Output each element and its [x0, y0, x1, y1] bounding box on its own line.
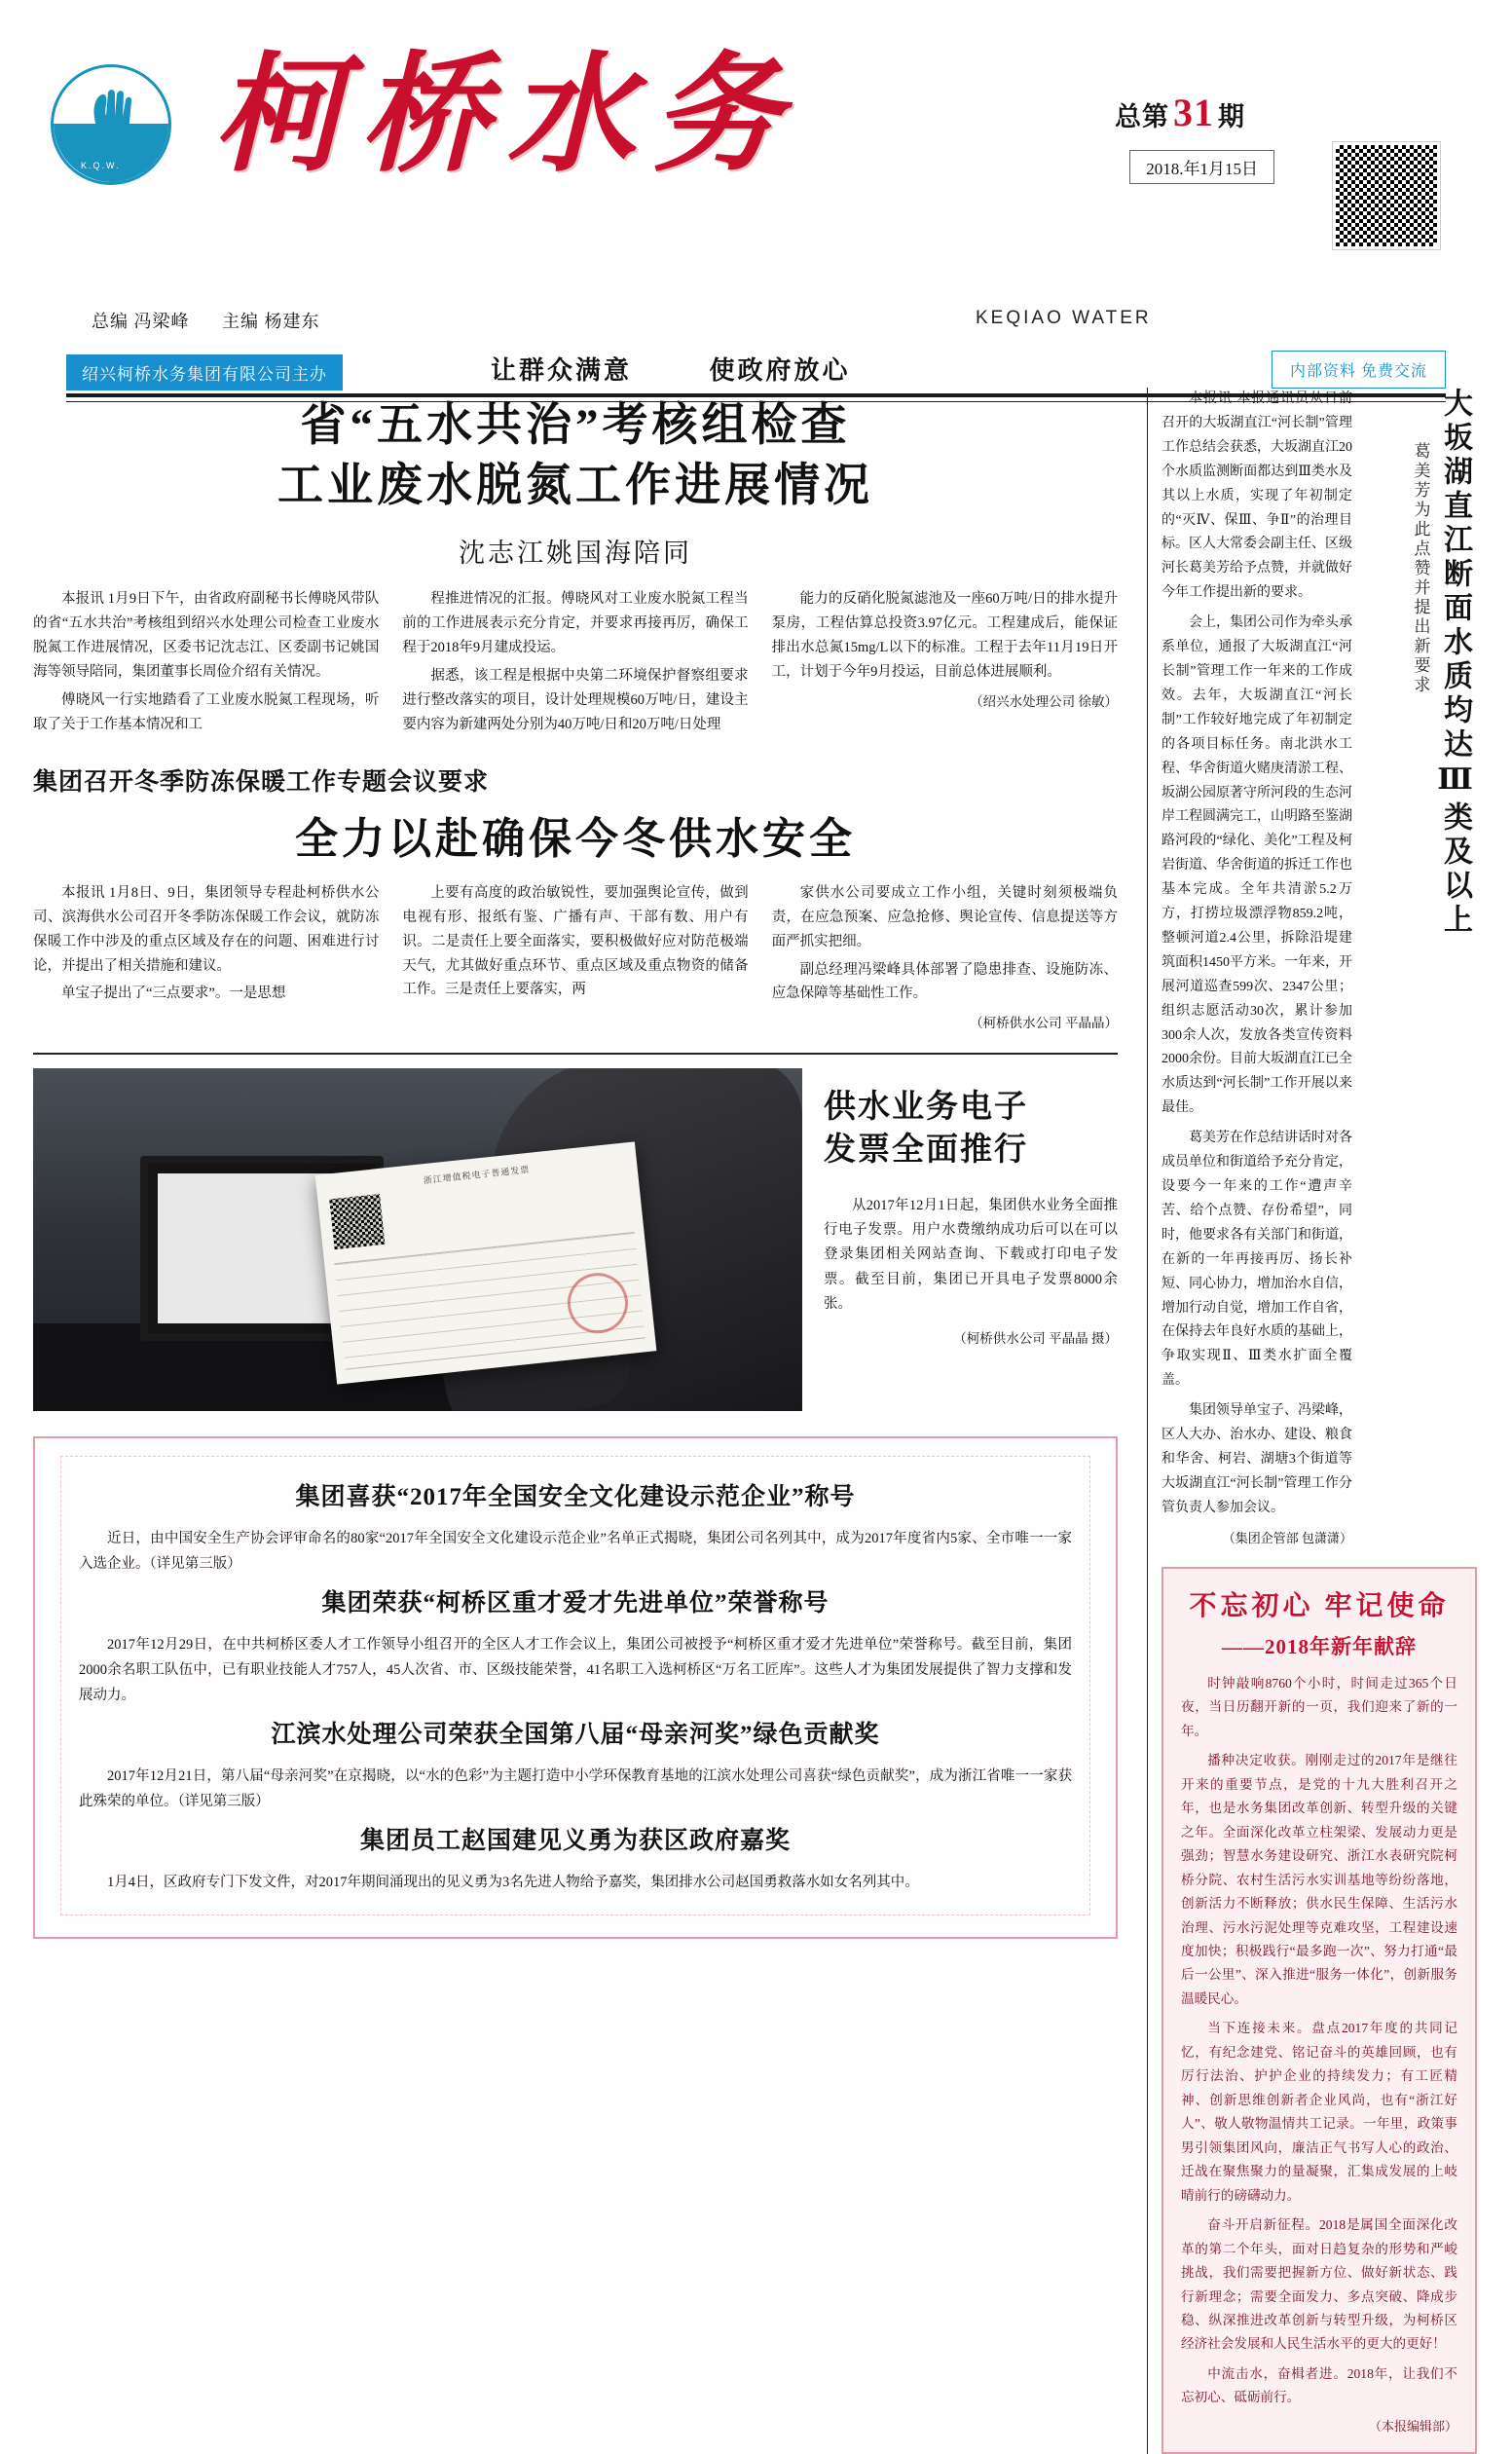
- award-body: 近日，由中国安全生产协会评审命名的80家“2017年全国安全文化建设示范企业”名单正式揭晓，集团公司名列其中，成为2017年度省内5家、全市唯一一家入选企业。（详见第三版）: [79, 1530, 1072, 1572]
- byline: [92, 308, 348, 333]
- masthead: [33, 27, 1479, 385]
- issue-number-block: [1115, 90, 1245, 135]
- second-para: 上要有高度的政治敏锐性，要加强舆论宣传，做到电视有形、报纸有鉴、广播有声、干部有数、用户有识。二是责任上要全面落实，要积极做好应对防范极端天气，尤其做好重点环节、重点区域及重点物资的储备工作。三是责任上要落实，两: [402, 884, 749, 998]
- photo-headline-line1: 供水业务电子: [824, 1089, 1028, 1125]
- column-divider: [1147, 388, 1148, 2454]
- lead-col-3: [772, 587, 1118, 741]
- invoice-title: 浙江增值税电子普通发票: [423, 1164, 531, 1185]
- section-divider: [33, 1053, 1118, 1055]
- lead-col-2: [402, 587, 748, 741]
- new-year-para: 中流击水，奋楫者进。2018年，让我们不忘初心、砥砺前行。: [1181, 2365, 1457, 2405]
- award-title: 集团员工赵国建见义勇为获区政府嘉奖: [359, 1828, 791, 1855]
- right-story-signature: （集团企管部 包潇潇）: [1222, 1530, 1352, 1545]
- new-year-subtitle: ——2018年新年献辞: [1222, 1634, 1417, 1658]
- slogan-left: 让群众满意: [491, 356, 633, 385]
- photo-story-body: 从2017年12月1日起，集团供水业务全面推行电子发票。用户水费缴纳成功后可以在可以登录集团相关网站查询、下载或打印电子发票。截至目前，集团已开具电子发票8000余张。: [824, 1197, 1118, 1313]
- left-column: [33, 388, 1133, 2454]
- photo-story-signature: （柯桥供水公司 平晶晶 摄）: [953, 1330, 1118, 1346]
- right-para: 会上，集团公司作为牵头承系单位，通报了大坂湖直江“河长制”管理工作一年来的工作成效。去年，大坂湖直江“河长制”工作较好地完成了年初制定的各项目标任务。南北洪水工程、华舍街道火赌庚清淤工程、坂湖公园原著守所河段的生态河岸工程圆满完工，山明路至鉴湖路河段的“绿化、美化”工程及柯岩街道、华舍街道的拆迁工作也基本完成。全年共清淤5.2万方，打捞垃圾漂浮物859.2吨，整顿河道2.4公里，拆除沿堤建筑面积1450平方米。一年来，开展河道巡查599次、2347公里；组织志愿活动30次，累计参加300余人次，发放各类宣传资料2000余份。目前大坂湖直江已全水质达到“河长制”工作开展以来最佳。: [1162, 615, 1352, 1116]
- internal-note: 内部资料 免费交流: [1272, 351, 1446, 389]
- photo-story-headline: [824, 1086, 1118, 1172]
- lead-subheadline: 沈志江姚国海陪同: [459, 539, 692, 569]
- second-col-2: [402, 881, 748, 1035]
- new-year-para: 当下连接未来。盘点2017年度的共同记忆，有纪念建党、铭记奋斗的英雄回顾，也有厉行法治、护护企业的持续发力；有工匠精神、创新思维创新者企业风尚，也有“浙江好人”、敬人敬物温情共工记录。一年里，政策事男引领集团风向，廉洁正气书写人心的政治、迁战在聚焦聚力的量凝聚，汇集成发展的上岐晴前行的磅礴动力。: [1181, 2021, 1457, 2203]
- lead-para: 傅晓风一行实地踏看了工业废水脱氮工程现场，听取了关于工作基本情况和工: [33, 691, 380, 732]
- lead-story-signature: （绍兴水处理公司 徐敏）: [970, 693, 1118, 709]
- lead-headline: [33, 395, 1118, 516]
- award-title: 集团喜获“2017年全国安全文化建设示范企业”称号: [295, 1483, 856, 1510]
- lead-para: 程推进情况的汇报。傅晓风对工业废水脱氮工程当前的工作进展表示充分肯定，并要求再接再厉，确保工程于2018年9月建成投运。: [402, 591, 749, 655]
- second-story-headline: 全力以赴确保今冬供水安全: [295, 814, 856, 863]
- electronic-invoice: [315, 1141, 657, 1384]
- lead-headline-line2: 工业废水脱氮工作进展情况: [277, 461, 873, 512]
- new-year-message-box: [1162, 1567, 1477, 2454]
- second-story-body: [33, 881, 1118, 1035]
- second-para: 单宝子提出了“三点要求”。一是思想: [61, 985, 286, 1002]
- new-year-para: 播种决定收获。刚刚走过的2017年是继往开来的重要节点，是党的十九大胜利召开之年，也是水务集团改革创新、转型升级的关键之年。全面深化改革立柱架梁、发展动力更是强劲；智慧水务建设研究、浙江水表研究院柯桥分院、农村生活污水实训基地等纷纷落地，创新活力不断释放；供水民生保障、生活污水治理、污水污泥处理等克难攻坚，工程建设速度加快；积极践行“最多跑一次”、努力打通“最后一公里”、深入推进“服务一体化”，创新服务温暖民心。: [1181, 1753, 1457, 2006]
- slogan: [491, 351, 851, 387]
- lead-headline-line1: 省“五水共治”考核组检查: [300, 400, 851, 451]
- right-para: 本报讯 本报通讯员从日前召开的大坂湖直江“河长制”管理工作总结会获悉，大坂湖直江20个水质监测断面都达到Ⅲ类水及其以上水质，实现了年初制定的“灭Ⅳ、保Ⅲ、争Ⅱ”的治理目标。区人大常委会副主任、区级河长葛美芳给予点赞，并就做好今年工作提出新的要求。: [1162, 391, 1352, 601]
- award-body: 2017年12月29日，在中共柯桥区委人才工作领导小组召开的全区人才工作会议上，集团公司被授予“柯桥区重才爱才先进单位”荣誉称号。截至目前，集团2000余名职工队伍中，已有职业技能人才757人，45人次省、市、区级技能荣誉，41名职工入选柯桥区“万名工匠库”。这些人才为集团发展提供了智力支撑和发展动力。: [79, 1636, 1072, 1703]
- paper-title-english: KEQIAO WATER: [976, 308, 1152, 328]
- right-para: 集团领导单宝子、冯梁峰，区人大办、治水办、建设、粮食和华舍、柯岩、湖塘3个街道等大坂湖直江“河长制”管理工作分管负责人参加会议。: [1162, 1403, 1352, 1515]
- qr-code[interactable]: [1333, 142, 1440, 249]
- editor-in-chief: 总编 冯梁峰: [92, 312, 190, 331]
- slogan-right: 使政府放心: [709, 356, 851, 385]
- invoice-qr-icon: [329, 1194, 385, 1249]
- second-col-1: [33, 881, 379, 1035]
- second-story-kicker: 集团召开冬季防冻保暖工作专题会议要求: [33, 768, 490, 796]
- logo: [51, 64, 171, 185]
- issue-date: 2018.年1月15日: [1129, 150, 1274, 184]
- photo-headline-line2: 发票全面推行: [824, 1133, 1028, 1169]
- right-para: 葛美芳在作总结讲话时对各成员单位和街道给予充分肯定，设要今一年来的工作“遭声辛苦、给个点赞、存份希望”，同时，他要求各有关部门和街道，在新的一年再接再厉、扬长补短、同心协力，增加治水自信，增加行动自觉，增加工作自省，在保持去年良好水质的基础上，争取实现Ⅱ、Ⅲ类水扩面全覆盖。: [1162, 1131, 1352, 1389]
- award-body: 1月4日，区政府专门下发文件，对2017年期间涌现出的见义勇为3名先进人物给予嘉奖，集团排水公司赵国勇救落水如女名列其中。: [107, 1875, 919, 1891]
- issue-label-post: 期: [1218, 102, 1245, 131]
- second-para: 家供水公司要成立工作小组，关键时刻须极端负责，在应急预案、应急抢修、舆论宣传、信息提送等方面严抓实把细。: [771, 884, 1118, 949]
- lead-para: 能力的反硝化脱氮滤池及一座60万吨/日的排水提升泵房，工程估算总投资3.97亿元。工程建成后，能保证排出水总氮15mg/L以下的标准。工程于去年11月19日开工，计划于今年9月投运，目前总体进展顺利。: [771, 591, 1118, 680]
- right-vertical-subtitle: 葛美芳为此点赞并提出新要求: [1411, 442, 1430, 695]
- second-story-signature: （柯桥供水公司 平晶晶）: [970, 1016, 1118, 1031]
- issue-label-pre: 总第: [1115, 102, 1169, 131]
- sponsor-bar: 绍兴柯桥水务集团有限公司主办: [66, 354, 343, 390]
- award-body: 2017年12月21日，第八届“母亲河奖”在京揭晓，以“水的色彩”为主题打造中小学环保教育基地的江滨水处理公司喜获“绿色贡献奖”，成为浙江省唯一一家获此殊荣的单位。（详见第三版）: [79, 1768, 1072, 1810]
- second-para: 本报讯 1月8日、9日，集团领导专程赴柯桥供水公司、滨海供水公司召开冬季防冻保暖工作会议，就防冻保暖工作中涉及的重点区域及存在的问题、困难进行讨论，并提出了相关措施和建议。: [33, 884, 380, 974]
- right-story-vertical-headline: [1366, 388, 1473, 1549]
- right-story-body: [1162, 388, 1352, 1549]
- second-col-3: [772, 881, 1118, 1035]
- second-para: 副总经理冯梁峰具体部署了隐患排查、设施防冻、应急保障等基础性工作。: [771, 961, 1118, 1002]
- photo-story-text: [824, 1068, 1118, 1411]
- content-area: [33, 388, 1479, 2454]
- new-year-para: 奋斗开启新征程。2018是属国全面深化改革的第二个年头，面对日趋复杂的形势和严峻挑战，我们需要把握新方位、做好新状态、践行新理念；需要全面发力、多点突破、降成步稳、纵深推进改革创新与转型升级，为柯桥区经济社会发展和人民生活水平的更大的更好！: [1181, 2217, 1457, 2352]
- lead-para: 本报讯 1月9日下午，由省政府副秘书长傅晓风带队的省“五水共治”考核组到绍兴水处理公司检查工业废水脱氮工作进展情况，区委书记沈志江、区委副书记姚国海等领导陪同，集团董事长周俭介绍有关情况。: [33, 591, 380, 680]
- photo-story: [33, 1068, 1118, 1411]
- hand-water-icon: [87, 89, 139, 145]
- new-year-signature: （本报编辑部）: [1368, 2418, 1457, 2434]
- awards-box: [33, 1436, 1118, 1940]
- issue-number: 31: [1173, 91, 1214, 134]
- lead-para: 据悉，该工程是根据中央第二环境保护督察组要求进行整改落实的项目，设计处理规模60万吨/日，建设主要内容为新建两处分别为40万吨/日和20万吨/日处理: [402, 667, 749, 732]
- award-title: 集团荣获“柯桥区重才爱才先进单位”荣誉称号: [321, 1589, 830, 1617]
- right-vertical-title: 大坂湖直江断面水质均达Ⅲ类及以上: [1439, 388, 1471, 938]
- lead-col-1: [33, 587, 379, 741]
- new-year-para: 时钟敲响8760个小时，时间走过365个日夜，当日历翻开新的一页，我们迎来了新的一年。: [1181, 1675, 1457, 1738]
- new-year-title: 不忘初心 牢记使命: [1189, 1590, 1450, 1621]
- paper-title: 柯桥水务: [214, 44, 798, 187]
- logo-text: K.Q.W.: [81, 161, 121, 170]
- award-title: 江滨水处理公司荣获全国第八届“母亲河奖”绿色贡献奖: [271, 1722, 880, 1749]
- invoice-photo: [33, 1068, 802, 1411]
- right-column: [1162, 388, 1477, 2454]
- editor: 主编 杨建东: [222, 312, 320, 331]
- lead-story-body: [33, 587, 1118, 741]
